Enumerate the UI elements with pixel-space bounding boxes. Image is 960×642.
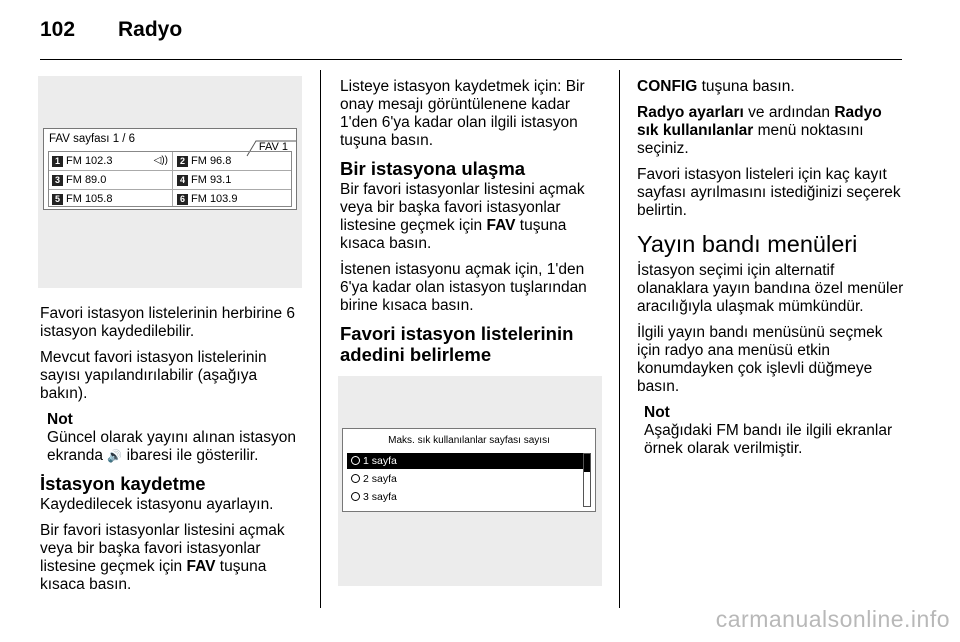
page-number: 102 — [40, 18, 76, 41]
middle-column-text — [340, 78, 602, 367]
section-heading: Favori istasyon listelerinin adedini belirleme — [340, 323, 574, 365]
paragraph: İstasyon seçimi için alternatif olanaklara yayın bandına özel menüler aracılığıyla ulaşmak mümkündür. — [637, 262, 904, 315]
watermark: carmanualsonline.info — [715, 606, 950, 632]
note-text: Güncel olarak yayını alınan istasyon ekranda — [47, 429, 296, 464]
paragraph: Favori istasyon listelerinin herbirine 6 istasyon kaydedilebilir. — [40, 305, 296, 340]
paragraph: Bir favori istasyonlar listesini açmak veya bir başka favori istasyonlar listesine geçmek için FAV tuşuna kısaca basın. — [340, 181, 585, 252]
preset-number: 6 — [177, 194, 188, 205]
paragraph: Kaydedilecek istasyonu ayarlayın. — [40, 496, 274, 513]
radio-icon — [351, 492, 360, 501]
favorites-page-title: FAV sayfası 1 / 6 — [49, 133, 136, 145]
favorites-screen — [43, 128, 297, 210]
station-slot-6[interactable] — [177, 190, 289, 208]
right-column-text — [637, 78, 907, 458]
paragraph: Bir favori istasyonlar listesini açmak veya bir başka favori istasyonlar listesine geçmek için FAV tuşuna kısaca basın. — [40, 522, 285, 593]
radio-icon — [351, 474, 360, 483]
station-name: FM 105.8 — [66, 193, 113, 205]
preset-number: 4 — [177, 175, 188, 186]
preset-number: 5 — [52, 194, 63, 205]
preset-number: 3 — [52, 175, 63, 186]
page-count-screen — [342, 428, 596, 512]
preset-number: 1 — [52, 156, 63, 167]
station-grid — [48, 151, 292, 207]
radio-icon — [351, 456, 360, 465]
menu-option[interactable]: 1 sayfa — [347, 453, 585, 469]
station-name: FM 89.0 — [66, 174, 107, 186]
menu-option[interactable]: 2 sayfa — [347, 471, 585, 487]
station-name: FM 102.3 — [66, 155, 113, 167]
config-key-label: CONFIG — [637, 78, 698, 95]
paragraph: Mevcut favori istasyon listelerinin sayısı yapılandırılabilir (aşağıya bakın). — [40, 349, 267, 402]
speaker-icon: ◁)) — [153, 155, 168, 166]
paragraph: Listeye istasyon kaydetmek için: Bir onay mesajı görüntülenene kadar 1'den 6'ya kadar olan ilgili istasyon tuşuna basın. — [340, 78, 585, 149]
station-slot-5[interactable] — [52, 190, 170, 208]
menu-option[interactable]: 3 sayfa — [347, 489, 585, 505]
station-slot-4[interactable] — [177, 171, 289, 189]
note-heading: Not — [47, 411, 73, 428]
station-slot-1[interactable] — [52, 152, 170, 170]
note-text: ibaresi ile gösterilir. — [126, 447, 259, 464]
fav-key-label: FAV — [486, 217, 516, 234]
left-column-text — [40, 305, 306, 602]
column-divider — [320, 70, 321, 608]
section-heading: Bir istasyona ulaşma — [340, 158, 526, 179]
fav-tab-label: FAV 1 — [258, 141, 288, 153]
note-heading: Not — [644, 404, 670, 421]
speaker-icon: 🔊 — [107, 449, 123, 463]
scrollbar[interactable] — [583, 453, 591, 507]
menu-title: Maks. sık kullanılanlar sayfası sayısı — [388, 435, 550, 446]
fav-key-label: FAV — [186, 558, 216, 575]
station-name: FM 96.8 — [191, 155, 232, 167]
paragraph: İlgili yayın bandı menüsünü seçmek için radyo ana menüsü etkin konumdayken çok işlevli düğmeye basın. — [637, 324, 883, 395]
page-header — [40, 18, 182, 42]
header-rule — [40, 59, 902, 60]
paragraph: Radyo ayarları ve ardından Radyo sık kullanılanlar menü noktasını seçiniz. — [637, 104, 882, 157]
note — [40, 411, 306, 465]
scrollbar-thumb[interactable] — [584, 454, 590, 472]
section-title: Radyo — [118, 18, 183, 41]
section-heading: Yayın bandı menüleri — [637, 231, 858, 257]
station-name: FM 93.1 — [191, 174, 232, 186]
note — [637, 404, 907, 458]
preset-number: 2 — [177, 156, 188, 167]
station-slot-2[interactable] — [177, 152, 289, 170]
paragraph: CONFIG tuşuna basın. — [637, 78, 795, 95]
note-text: Aşağıdaki FM bandı ile ilgili ekranlar örnek olarak verilmiştir. — [644, 422, 893, 457]
section-heading: İstasyon kaydetme — [40, 473, 206, 494]
paragraph: Favori istasyon listeleri için kaç kayıt sayfası ayrılmasını istediğinizi seçerek belirtin. — [637, 166, 901, 219]
paragraph: İstenen istasyonu açmak için, 1'den 6'ya kadar olan istasyon tuşlarından birine kısaca basın. — [340, 261, 587, 314]
column-divider — [619, 70, 620, 608]
station-name: FM 103.9 — [191, 193, 238, 205]
station-slot-3[interactable] — [52, 171, 170, 189]
